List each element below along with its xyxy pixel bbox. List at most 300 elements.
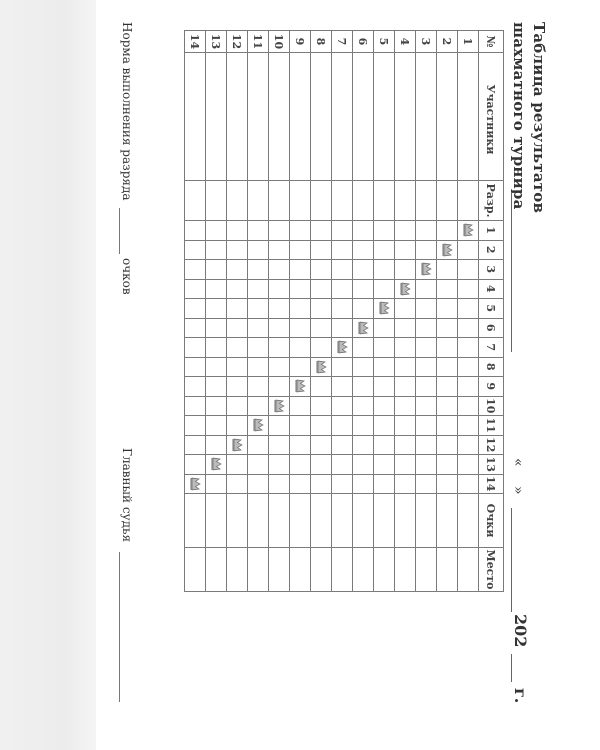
points-cell[interactable] [290, 494, 311, 548]
game-result-cell[interactable] [374, 318, 395, 338]
game-result-cell[interactable] [395, 221, 416, 241]
game-result-cell[interactable] [269, 435, 290, 455]
game-result-cell[interactable] [227, 279, 248, 299]
title-line-2: шахматного турнира [510, 22, 528, 210]
game-result-cell[interactable] [353, 474, 374, 494]
game-result-cell[interactable] [332, 396, 353, 416]
rank-cell[interactable] [374, 181, 395, 221]
row-number: 4 [395, 31, 416, 53]
points-cell[interactable] [395, 494, 416, 548]
table-row [227, 31, 248, 592]
table-row [395, 31, 416, 592]
game-result-cell[interactable] [206, 416, 227, 436]
game-result-cell[interactable] [416, 221, 437, 241]
game-result-cell[interactable] [206, 260, 227, 280]
game-result-cell[interactable] [458, 357, 479, 377]
chief-judge-signature-field[interactable] [119, 552, 120, 702]
points-cell[interactable] [206, 494, 227, 548]
place-cell[interactable] [269, 548, 290, 592]
game-result-cell[interactable] [353, 357, 374, 377]
game-result-cell[interactable] [185, 338, 206, 358]
game-result-cell[interactable] [227, 260, 248, 280]
game-result-cell[interactable] [332, 435, 353, 455]
rank-cell[interactable] [206, 181, 227, 221]
diagonal-cell [374, 299, 395, 319]
game-result-cell[interactable] [374, 338, 395, 358]
game-result-cell[interactable] [206, 357, 227, 377]
game-result-cell[interactable] [248, 455, 269, 475]
table-row [206, 31, 227, 592]
game-result-cell[interactable] [416, 396, 437, 416]
game-result-cell[interactable] [185, 240, 206, 260]
rank-norm-field[interactable] [119, 208, 120, 254]
row-number: 11 [248, 31, 269, 53]
date-field[interactable] [511, 508, 512, 612]
row-number: 1 [458, 31, 479, 53]
game-result-cell[interactable] [374, 396, 395, 416]
game-result-cell[interactable] [269, 240, 290, 260]
game-result-cell[interactable] [332, 221, 353, 241]
game-result-cell[interactable] [437, 474, 458, 494]
rank-cell[interactable] [248, 181, 269, 221]
row-number: 12 [227, 31, 248, 53]
points-cell[interactable] [437, 494, 458, 548]
tournament-name-field[interactable] [511, 192, 512, 352]
game-result-cell[interactable] [458, 260, 479, 280]
date-quote-close: » [510, 486, 526, 495]
game-result-cell[interactable] [248, 435, 269, 455]
game-result-cell[interactable] [185, 299, 206, 319]
crown-icon [401, 282, 413, 296]
game-result-cell[interactable] [416, 455, 437, 475]
game-result-cell[interactable] [458, 396, 479, 416]
game-result-cell[interactable] [353, 435, 374, 455]
game-result-cell[interactable] [311, 318, 332, 338]
game-result-cell[interactable] [185, 318, 206, 338]
table-row [353, 31, 374, 592]
header-rank: Разр. [479, 181, 504, 221]
game-result-cell[interactable] [185, 416, 206, 436]
participant-name-cell[interactable] [290, 53, 311, 181]
game-result-cell[interactable] [458, 474, 479, 494]
game-result-cell[interactable] [437, 338, 458, 358]
game-result-cell[interactable] [227, 377, 248, 397]
participant-name-cell[interactable] [437, 53, 458, 181]
diagonal-cell [458, 221, 479, 241]
game-result-cell[interactable] [332, 279, 353, 299]
game-result-cell[interactable] [290, 455, 311, 475]
points-cell[interactable] [416, 494, 437, 548]
crown-icon [443, 243, 455, 257]
game-result-cell[interactable] [416, 338, 437, 358]
rank-cell[interactable] [437, 181, 458, 221]
game-result-cell[interactable] [206, 240, 227, 260]
crown-icon [296, 379, 308, 393]
game-result-cell[interactable] [374, 279, 395, 299]
game-result-cell[interactable] [374, 435, 395, 455]
game-result-cell[interactable] [353, 240, 374, 260]
rank-cell[interactable] [353, 181, 374, 221]
row-number: 3 [416, 31, 437, 53]
table-row [437, 31, 458, 592]
row-number: 8 [311, 31, 332, 53]
game-result-cell[interactable] [227, 416, 248, 436]
game-result-cell[interactable] [248, 318, 269, 338]
table-row [311, 31, 332, 592]
game-result-cell[interactable] [332, 357, 353, 377]
game-result-cell[interactable] [353, 221, 374, 241]
game-result-cell[interactable] [290, 474, 311, 494]
diagonal-cell [290, 377, 311, 397]
crown-icon [464, 223, 476, 237]
game-result-cell[interactable] [353, 455, 374, 475]
game-result-cell[interactable] [374, 474, 395, 494]
game-result-cell[interactable] [437, 455, 458, 475]
header-game-6: 6 [479, 318, 504, 338]
game-result-cell[interactable] [311, 260, 332, 280]
diagonal-cell [227, 435, 248, 455]
game-result-cell[interactable] [227, 318, 248, 338]
header-points: Очки [479, 494, 504, 548]
rank-cell[interactable] [311, 181, 332, 221]
game-result-cell[interactable] [374, 221, 395, 241]
game-result-cell[interactable] [395, 260, 416, 280]
game-result-cell[interactable] [290, 396, 311, 416]
game-result-cell[interactable] [269, 299, 290, 319]
game-result-cell[interactable] [269, 338, 290, 358]
game-result-cell[interactable] [269, 377, 290, 397]
game-result-cell[interactable] [395, 338, 416, 358]
game-result-cell[interactable] [458, 279, 479, 299]
participant-name-cell[interactable] [416, 53, 437, 181]
game-result-cell[interactable] [269, 279, 290, 299]
participant-name-cell[interactable] [269, 53, 290, 181]
diagonal-cell [248, 416, 269, 436]
table-row [332, 31, 353, 592]
points-cell[interactable] [332, 494, 353, 548]
points-cell[interactable] [374, 494, 395, 548]
game-result-cell[interactable] [458, 338, 479, 358]
game-result-cell[interactable] [395, 435, 416, 455]
game-result-cell[interactable] [227, 455, 248, 475]
game-result-cell[interactable] [416, 474, 437, 494]
game-result-cell[interactable] [206, 474, 227, 494]
game-result-cell[interactable] [353, 377, 374, 397]
game-result-cell[interactable] [437, 299, 458, 319]
game-result-cell[interactable] [311, 435, 332, 455]
game-result-cell[interactable] [185, 396, 206, 416]
game-result-cell[interactable] [269, 357, 290, 377]
table-row [269, 31, 290, 592]
rank-cell[interactable] [185, 181, 206, 221]
participant-name-cell[interactable] [395, 53, 416, 181]
game-result-cell[interactable] [374, 260, 395, 280]
table-row [248, 31, 269, 592]
game-result-cell[interactable] [416, 416, 437, 436]
rank-cell[interactable] [395, 181, 416, 221]
game-result-cell[interactable] [374, 416, 395, 436]
place-cell[interactable] [458, 548, 479, 592]
participant-name-cell[interactable] [458, 53, 479, 181]
game-result-cell[interactable] [416, 377, 437, 397]
game-result-cell[interactable] [290, 240, 311, 260]
place-cell[interactable] [248, 548, 269, 592]
game-result-cell[interactable] [374, 455, 395, 475]
place-cell[interactable] [185, 548, 206, 592]
diagonal-cell [269, 396, 290, 416]
place-cell[interactable] [395, 548, 416, 592]
game-result-cell[interactable] [311, 221, 332, 241]
game-result-cell[interactable] [290, 221, 311, 241]
game-result-cell[interactable] [227, 396, 248, 416]
game-result-cell[interactable] [290, 299, 311, 319]
game-result-cell[interactable] [311, 240, 332, 260]
game-result-cell[interactable] [311, 396, 332, 416]
game-result-cell[interactable] [206, 435, 227, 455]
game-result-cell[interactable] [248, 221, 269, 241]
game-result-cell[interactable] [458, 455, 479, 475]
game-result-cell[interactable] [185, 260, 206, 280]
points-cell[interactable] [269, 494, 290, 548]
points-label: очков [120, 258, 134, 295]
game-result-cell[interactable] [353, 260, 374, 280]
game-result-cell[interactable] [248, 474, 269, 494]
game-result-cell[interactable] [395, 318, 416, 338]
game-result-cell[interactable] [416, 240, 437, 260]
points-cell[interactable] [185, 494, 206, 548]
game-result-cell[interactable] [227, 221, 248, 241]
crown-icon [275, 399, 287, 413]
game-result-cell[interactable] [248, 338, 269, 358]
game-result-cell[interactable] [395, 377, 416, 397]
game-result-cell[interactable] [458, 318, 479, 338]
game-result-cell[interactable] [437, 279, 458, 299]
game-result-cell[interactable] [395, 240, 416, 260]
game-result-cell[interactable] [185, 377, 206, 397]
header-game-14: 14 [479, 474, 504, 494]
game-result-cell[interactable] [227, 357, 248, 377]
game-result-cell[interactable] [269, 474, 290, 494]
rank-cell[interactable] [416, 181, 437, 221]
header-game-10: 10 [479, 396, 504, 416]
game-result-cell[interactable] [353, 299, 374, 319]
game-result-cell[interactable] [458, 377, 479, 397]
game-result-cell[interactable] [332, 318, 353, 338]
place-cell[interactable] [416, 548, 437, 592]
participant-name-cell[interactable] [332, 53, 353, 181]
crown-icon [338, 340, 350, 354]
game-result-cell[interactable] [332, 474, 353, 494]
game-result-cell[interactable] [206, 396, 227, 416]
game-result-cell[interactable] [290, 260, 311, 280]
game-result-cell[interactable] [353, 416, 374, 436]
diagonal-cell [185, 474, 206, 494]
game-result-cell[interactable] [185, 279, 206, 299]
game-result-cell[interactable] [311, 474, 332, 494]
rank-cell[interactable] [458, 181, 479, 221]
game-result-cell[interactable] [206, 221, 227, 241]
game-result-cell[interactable] [269, 318, 290, 338]
game-result-cell[interactable] [416, 279, 437, 299]
game-result-cell[interactable] [206, 338, 227, 358]
game-result-cell[interactable] [416, 357, 437, 377]
game-result-cell[interactable] [290, 338, 311, 358]
game-result-cell[interactable] [311, 299, 332, 319]
participant-name-cell[interactable] [374, 53, 395, 181]
game-result-cell[interactable] [395, 357, 416, 377]
game-result-cell[interactable] [395, 455, 416, 475]
game-result-cell[interactable] [311, 377, 332, 397]
game-result-cell[interactable] [227, 338, 248, 358]
place-cell[interactable] [332, 548, 353, 592]
game-result-cell[interactable] [311, 338, 332, 358]
place-cell[interactable] [437, 548, 458, 592]
game-result-cell[interactable] [458, 299, 479, 319]
header-game-13: 13 [479, 455, 504, 475]
date-quote-open: « [510, 458, 526, 467]
game-result-cell[interactable] [332, 377, 353, 397]
game-result-cell[interactable] [248, 377, 269, 397]
place-cell[interactable] [374, 548, 395, 592]
game-result-cell[interactable] [374, 357, 395, 377]
game-result-cell[interactable] [311, 416, 332, 436]
game-result-cell[interactable] [206, 318, 227, 338]
game-result-cell[interactable] [290, 318, 311, 338]
game-result-cell[interactable] [437, 221, 458, 241]
crown-icon [254, 418, 266, 432]
game-result-cell[interactable] [269, 455, 290, 475]
place-cell[interactable] [227, 548, 248, 592]
participant-name-cell[interactable] [185, 53, 206, 181]
game-result-cell[interactable] [332, 455, 353, 475]
game-result-cell[interactable] [458, 435, 479, 455]
diagonal-cell [437, 240, 458, 260]
game-result-cell[interactable] [332, 299, 353, 319]
game-result-cell[interactable] [227, 240, 248, 260]
crown-icon [233, 438, 245, 452]
header-participants: Участники [479, 53, 504, 181]
game-result-cell[interactable] [416, 435, 437, 455]
chief-judge-label: Главный судья [120, 448, 134, 543]
game-result-cell[interactable] [437, 416, 458, 436]
game-result-cell[interactable] [437, 377, 458, 397]
place-cell[interactable] [311, 548, 332, 592]
rank-cell[interactable] [332, 181, 353, 221]
game-result-cell[interactable] [206, 377, 227, 397]
game-result-cell[interactable] [374, 377, 395, 397]
game-result-cell[interactable] [437, 318, 458, 338]
binding-shadow [0, 0, 96, 750]
points-cell[interactable] [353, 494, 374, 548]
game-result-cell[interactable] [437, 357, 458, 377]
crown-icon [191, 477, 203, 491]
game-result-cell[interactable] [248, 279, 269, 299]
game-result-cell[interactable] [206, 299, 227, 319]
diagonal-cell [311, 357, 332, 377]
game-result-cell[interactable] [332, 416, 353, 436]
game-result-cell[interactable] [395, 474, 416, 494]
game-result-cell[interactable] [374, 240, 395, 260]
points-cell[interactable] [227, 494, 248, 548]
game-result-cell[interactable] [290, 279, 311, 299]
row-number: 7 [332, 31, 353, 53]
diagonal-cell [353, 318, 374, 338]
game-result-cell[interactable] [416, 318, 437, 338]
year-field[interactable] [511, 654, 512, 682]
place-cell[interactable] [290, 548, 311, 592]
participant-name-cell[interactable] [248, 53, 269, 181]
game-result-cell[interactable] [311, 455, 332, 475]
rank-cell[interactable] [227, 181, 248, 221]
rank-cell[interactable] [269, 181, 290, 221]
diagonal-cell [395, 279, 416, 299]
game-result-cell[interactable] [395, 416, 416, 436]
game-result-cell[interactable] [248, 240, 269, 260]
game-result-cell[interactable] [269, 221, 290, 241]
game-result-cell[interactable] [353, 396, 374, 416]
title-line-1: Таблица результатов [530, 22, 548, 214]
game-result-cell[interactable] [185, 435, 206, 455]
game-result-cell[interactable] [290, 416, 311, 436]
table-row [290, 31, 311, 592]
game-result-cell[interactable] [437, 435, 458, 455]
points-cell[interactable] [458, 494, 479, 548]
place-cell[interactable] [206, 548, 227, 592]
points-cell[interactable] [311, 494, 332, 548]
game-result-cell[interactable] [185, 357, 206, 377]
game-result-cell[interactable] [395, 396, 416, 416]
game-result-cell[interactable] [290, 357, 311, 377]
game-result-cell[interactable] [227, 299, 248, 319]
participant-name-cell[interactable] [353, 53, 374, 181]
game-result-cell[interactable] [227, 474, 248, 494]
rank-cell[interactable] [290, 181, 311, 221]
game-result-cell[interactable] [437, 396, 458, 416]
game-result-cell[interactable] [248, 299, 269, 319]
game-result-cell[interactable] [248, 260, 269, 280]
game-result-cell[interactable] [269, 260, 290, 280]
game-result-cell[interactable] [311, 279, 332, 299]
game-result-cell[interactable] [437, 260, 458, 280]
game-result-cell[interactable] [248, 396, 269, 416]
header-game-4: 4 [479, 279, 504, 299]
game-result-cell[interactable] [269, 416, 290, 436]
game-result-cell[interactable] [290, 435, 311, 455]
game-result-cell[interactable] [206, 279, 227, 299]
points-cell[interactable] [248, 494, 269, 548]
header-game-7: 7 [479, 338, 504, 358]
game-result-cell[interactable] [185, 221, 206, 241]
game-result-cell[interactable] [332, 260, 353, 280]
participant-name-cell[interactable] [227, 53, 248, 181]
game-result-cell[interactable] [353, 338, 374, 358]
game-result-cell[interactable] [185, 455, 206, 475]
participant-name-cell[interactable] [311, 53, 332, 181]
header-game-11: 11 [479, 416, 504, 436]
game-result-cell[interactable] [353, 279, 374, 299]
header-game-12: 12 [479, 435, 504, 455]
diagonal-cell [206, 455, 227, 475]
game-result-cell[interactable] [416, 299, 437, 319]
place-cell[interactable] [353, 548, 374, 592]
game-result-cell[interactable] [458, 416, 479, 436]
game-result-cell[interactable] [458, 240, 479, 260]
game-result-cell[interactable] [332, 240, 353, 260]
participant-name-cell[interactable] [206, 53, 227, 181]
game-result-cell[interactable] [395, 299, 416, 319]
game-result-cell[interactable] [248, 357, 269, 377]
row-number: 14 [185, 31, 206, 53]
